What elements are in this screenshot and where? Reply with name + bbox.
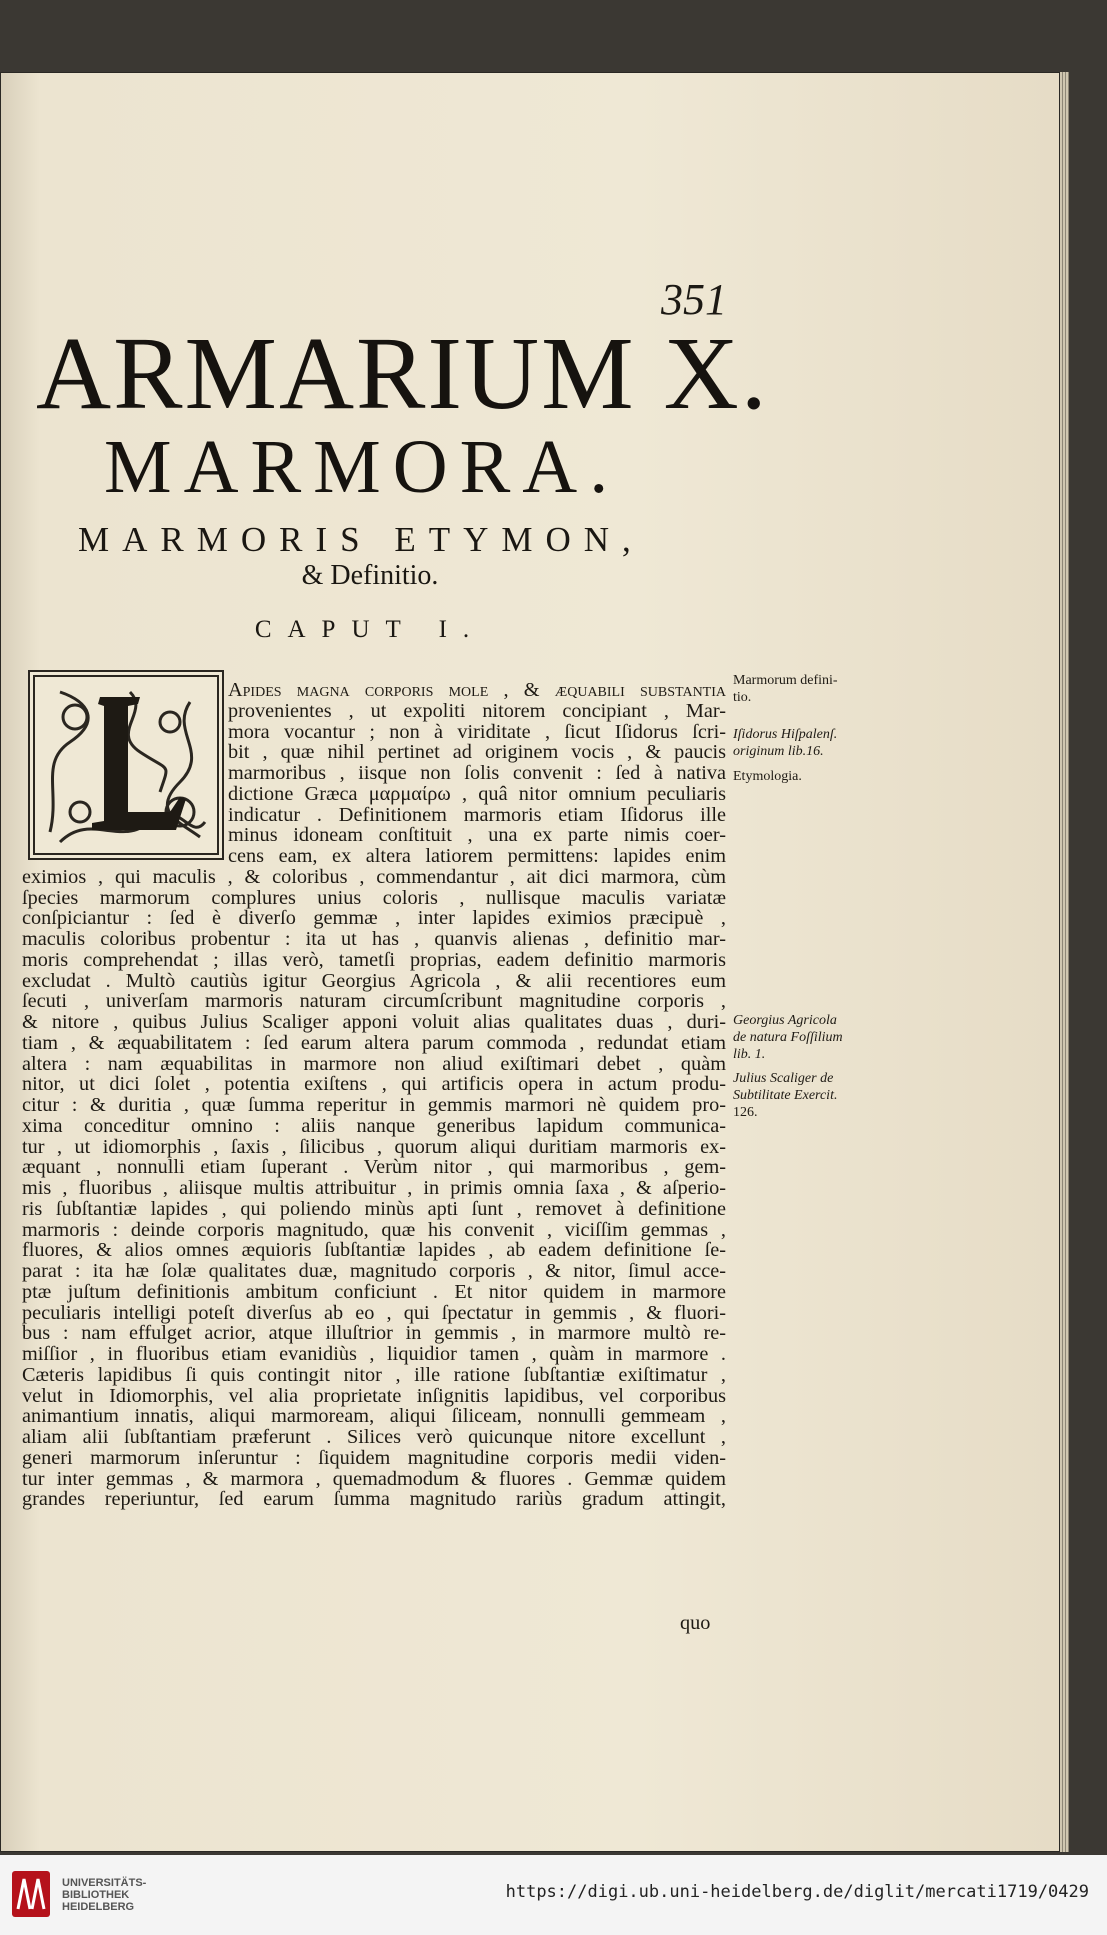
body-line: parat : ita hæ ſolæ qualitates duæ, magnitudo corporis , & nitor, ſimul acce- xyxy=(22,1260,726,1282)
ornament-initial-icon xyxy=(30,672,222,858)
margin-note: Julius Scaliger de xyxy=(733,1071,834,1086)
body-line: bus : nam effulget acrior, atque illuſtrior in gemmis , in marmore multò re- xyxy=(22,1322,726,1345)
page-edge xyxy=(1060,72,1069,1852)
body-line: excludat . Multò cautiùs igitur Georgius Agricola , & alii recentiores eum xyxy=(22,969,726,992)
body-line: miſſior , in fluoribus etiam evanidiùs , liquidior tamen , quàm in marmore . xyxy=(22,1343,726,1365)
body-line: grandes reperiuntur, ſed earum ſumma magnitudo rariùs gradum attingit, xyxy=(22,1488,726,1511)
body-line: dictione Græca μαρμαίρω , quâ nitor omnium peculiaris xyxy=(228,782,726,805)
page-number: 351 xyxy=(661,275,727,324)
body-line: ris ſubſtantiæ lapides , qui poliendo minùs apti ſunt , removet à definitione xyxy=(22,1197,726,1220)
library-name xyxy=(62,1877,146,1913)
margin-note: Etymologia. xyxy=(733,769,802,784)
margin-note: Iſidorus Hiſpalenſ. xyxy=(733,727,838,742)
body-line: tiam , & æquabilitatem : ſed earum altera parum commoda , redundat etiam xyxy=(22,1031,726,1054)
margin-note: tio. xyxy=(733,690,752,705)
body-line: ptæ juſtum definitionis ambitum conficiunt . Et nitor quidem in marmore xyxy=(22,1280,726,1303)
body-line: mis , fluoribus , aliisque multis attribuitur , in primis omnia ſaxa , & aſperio- xyxy=(22,1177,726,1199)
body-line: tur , ut idiomorphis , ſaxis , ſilicibus , quorum aliqui duritiam marmoris ex- xyxy=(22,1135,726,1158)
section-subheading: & Definitio. xyxy=(301,560,439,591)
body-line: minus idoneam conſtituit , una ex parte nimis coer- xyxy=(228,824,726,847)
body-line: moris comprehendat ; illas verò, tametſi proprias, eadem definitio marmoris xyxy=(22,948,726,971)
body-line: provenientes , ut expoliti nitorem concipiant , Mar- xyxy=(228,699,726,722)
chapter-heading: CAPUT I. xyxy=(254,616,486,643)
university-library-logo-icon[interactable] xyxy=(10,1869,52,1919)
margin-note: Georgius Agricola xyxy=(733,1013,837,1028)
body-line: fluores, & alios omnes æquioris ſubſtantiæ lapides , ab eadem definitione ſe- xyxy=(22,1239,726,1262)
margin-note: de natura Foſſilium xyxy=(733,1030,843,1045)
decorated-initial-l xyxy=(28,670,224,860)
catchword: quo xyxy=(680,1612,711,1634)
page-title-second: MARMORA. xyxy=(104,425,621,509)
body-line: conſpiciantur : ſed è diverſo gemmæ , inter lapides eximios præcipuè , xyxy=(22,907,726,930)
margin-note: originum lib.16. xyxy=(733,744,824,759)
library-name-line3: HEIDELBERG xyxy=(62,1901,135,1913)
page-title: ARMARIUM X. xyxy=(36,316,769,431)
scanned-page xyxy=(0,72,1060,1852)
body-line: xima conceditur omnino : aliis nanque generibus lapidum communica- xyxy=(22,1114,726,1137)
footer-bar xyxy=(0,1855,1107,1935)
body-line: tur inter gemmas , & marmora , quemadmodum & fluores . Gemmæ quidem xyxy=(22,1467,726,1490)
body-line: aliam alii ſubſtantiam præferunt . Silices verò quicunque nitore excellunt , xyxy=(22,1426,726,1448)
body-line: animantium innatis, aliqui marmoream, aliqui ſiliceam, nonnulli gemmeam , xyxy=(22,1405,726,1428)
body-line: indicatur . Definitionem marmoris etiam Iſidorus ille xyxy=(228,803,726,826)
body-line: cens eam, ex altera latiorem permittens: lapides enim xyxy=(228,845,726,867)
margin-note: lib. 1. xyxy=(733,1047,766,1062)
body-line: velut in Idiomorphis, vel alia proprietate inſignitis lapidibus, vel corporibus xyxy=(22,1384,726,1407)
body-line: æquant , nonnulli etiam ſuperant . Verùm nitor , qui marmoribus , gem- xyxy=(22,1156,726,1179)
body-line: mora vocantur ; non à viriditate , ſicut Iſidorus ſcri- xyxy=(228,720,726,743)
body-line: & nitore , quibus Julius Scaliger apponi voluit alias qualitates duas , duri- xyxy=(22,1011,726,1033)
body-line: marmoris : deinde corporis magnitudo, quæ his convenit , viciſſim gemmas , xyxy=(22,1218,726,1241)
body-line: Cæteris lapidibus ſi quis contingit nitor , ille ratione ſubſtantiæ exiſtimatur , xyxy=(22,1363,726,1386)
body-line: marmoribus , iisque non ſolis convenit : ſed à nativa xyxy=(228,762,726,784)
library-name-line1: UNIVERSITÄTS- xyxy=(62,1877,147,1889)
section-heading: MARMORIS ETYMON, xyxy=(78,520,644,559)
body-line: peculiaris intelligi poteſt diverſus ab eo , qui ſpectatur in gemmis , & fluori- xyxy=(22,1301,726,1324)
body-line: eximios , qui maculis , & coloribus , commendantur , ait dici marmora, cùm xyxy=(22,865,726,888)
library-name-line2: BIBLIOTHEK xyxy=(62,1889,130,1901)
body-line: ſpecies marmorum complures unius coloris , nullisque maculis variatæ xyxy=(22,886,726,909)
body-line: altera : nam æquabilitas in marmore non aliud exiſtimari debet , quàm xyxy=(22,1052,726,1075)
margin-note: Subtilitate Exercit. xyxy=(733,1088,838,1103)
margin-note: Marmorum defini- xyxy=(733,673,838,688)
body-line: Apides magna corporis mole , & æquabili ſubſtantia xyxy=(228,679,726,701)
body-line: ſecuti , univerſam marmoris naturam circumſcribunt magnitudine corporis , xyxy=(22,990,726,1013)
body-line: nitor, ut dici ſolet , potentia exiſtens , qui artificis opera in actum produ- xyxy=(22,1073,726,1096)
body-line: bit , quæ nihil pertinet ad originem vocis , & paucis xyxy=(228,741,726,764)
body-line: citur : & duritia , quæ ſumma reperitur in gemmis marmori nè quidem pro- xyxy=(22,1094,726,1116)
body-line: maculis coloribus probentur : ita ut has , quanvis alienas , definitio mar- xyxy=(22,928,726,950)
margin-note: 126. xyxy=(733,1105,758,1120)
body-line: generi marmorum inſeruntur : ſiquidem magnitudine corporis medii viden- xyxy=(22,1446,726,1469)
document-url-link[interactable]: https://digi.ub.uni-heidelberg.de/diglit/mercati1719/0429 xyxy=(505,1882,1089,1902)
